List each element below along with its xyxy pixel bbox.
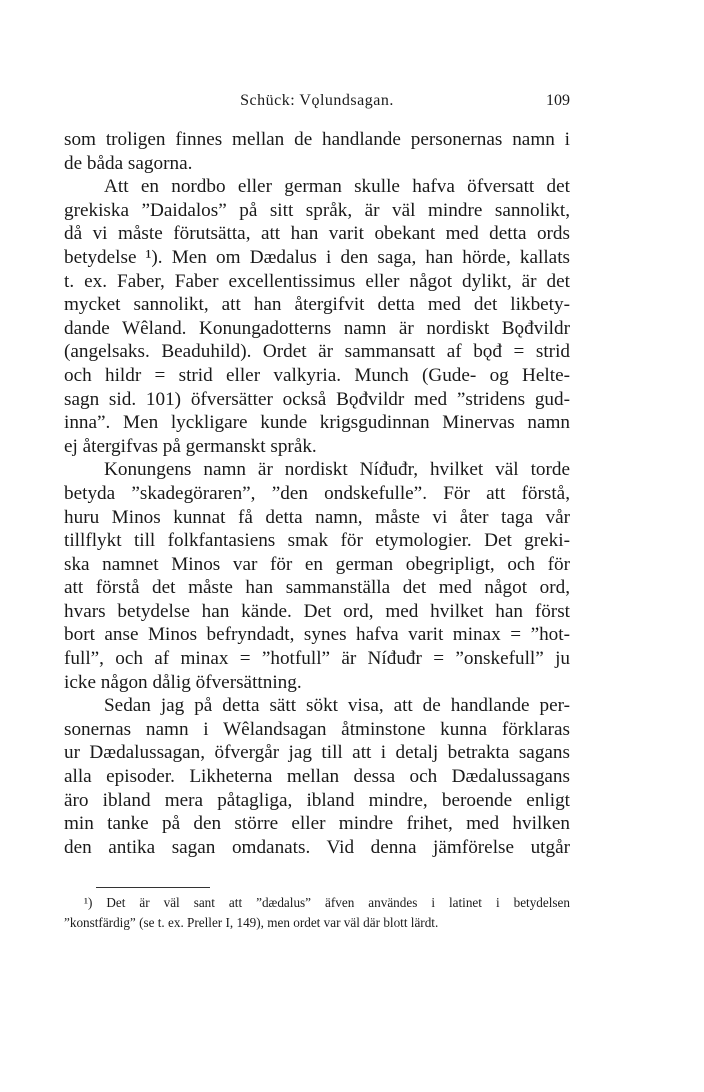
text-line: grekiska ”Daidalos” på sitt språk, är väl mindre sannolikt, — [64, 199, 570, 221]
text-line: Att en nordbo eller german skulle hafva öfversatt det — [104, 176, 570, 198]
text-line: ej återgifvas på germanskt språk. — [64, 435, 317, 457]
text-line: ska namnet Minos var för en german obegripligt, och för — [64, 553, 570, 575]
text-line: t. ex. Faber, Faber excellentissimus eller något dylikt, är det — [64, 270, 570, 292]
text-line: äro ibland mera påtagliga, ibland mindre, beroende enligt — [64, 789, 570, 811]
text-line: betydelse ¹). Men om Dædalus i den saga, han hörde, kallats — [64, 246, 570, 268]
text-line: huru Minos kunnat få detta namn, måste vi åter taga vår — [64, 506, 570, 528]
text-line: ur Dædalussagan, öfvergår jag till att i detalj betrakta sagans — [64, 742, 570, 764]
text-line: min tanke på den större eller mindre frihet, med hvilken — [64, 813, 570, 835]
text-line: då vi måste förutsätta, att han varit obekant med detta ords — [64, 223, 570, 245]
text-line: den antika sagan omdanats. Vid denna jämförelse utgår — [64, 836, 570, 858]
text-line: som troligen finnes mellan de handlande personernas namn i — [64, 129, 570, 150]
text-line: Konungens namn är nordiskt Níđuđr, hvilket väl torde — [104, 459, 570, 481]
text-line: Sedan jag på detta sätt sökt visa, att de handlande per- — [104, 695, 570, 717]
text-line: och hildr = strid eller valkyria. Munch (Gude- og Helte- — [64, 364, 570, 386]
text-line: de båda sagorna. — [64, 152, 193, 174]
text-line: bort anse Minos befryndadt, synes hafva varit minax = ”hot- — [64, 624, 570, 646]
text-line: inna”. Men lyckligare kunde krigsgudinnan Minervas namn — [64, 412, 570, 434]
footnote-line: ¹) Det är väl sant att ”dædalus” äfven användes i latinet i betydelsen — [84, 895, 570, 910]
footnote-divider — [96, 887, 210, 888]
text-line: (angelsaks. Beaduhild). Ordet är sammansatt af bǫđ = strid — [64, 341, 570, 363]
footnote — [64, 893, 570, 933]
text-line: icke någon dålig öfversättning. — [64, 671, 302, 693]
text-line: mycket sannolikt, att han återgifvit detta med det likbety- — [64, 294, 570, 316]
text-line: sagn sid. 101) öfversätter också Bǫđvildr med ”stridens gud- — [64, 388, 570, 410]
text-line: alla episoder. Likheterna mellan dessa och Dædalussagans — [64, 766, 570, 788]
text-line: full”, och af minax = ”hotfull” är Níđuđr = ”onskefull” ju — [64, 648, 570, 670]
body-text — [64, 128, 570, 859]
text-line: dande Wêland. Konungadotterns namn är nordiskt Bǫđvildr — [64, 317, 570, 339]
footnote-line: ”konstfärdig” (se t. ex. Preller I, 149), men ordet var väl där blott lärdt. — [64, 915, 439, 930]
text-line: hvars betydelse han kände. Det ord, med hvilket han först — [64, 600, 570, 622]
page-header — [64, 92, 570, 116]
page-number: 109 — [546, 92, 570, 109]
text-line: betyda ”skadegöraren”, ”den ondskefulle”. För att förstå, — [64, 482, 570, 504]
running-title: Schück: Vǫlundsagan. — [240, 92, 394, 109]
text-line: att förstå det måste han sammanställa det med något ord, — [64, 577, 570, 599]
text-line: sonernas namn i Wêlandsagan åtminstone kunna förklaras — [64, 718, 570, 740]
text-line: tillflykt till folkfantasiens smak för etymologier. Det greki- — [64, 530, 570, 552]
